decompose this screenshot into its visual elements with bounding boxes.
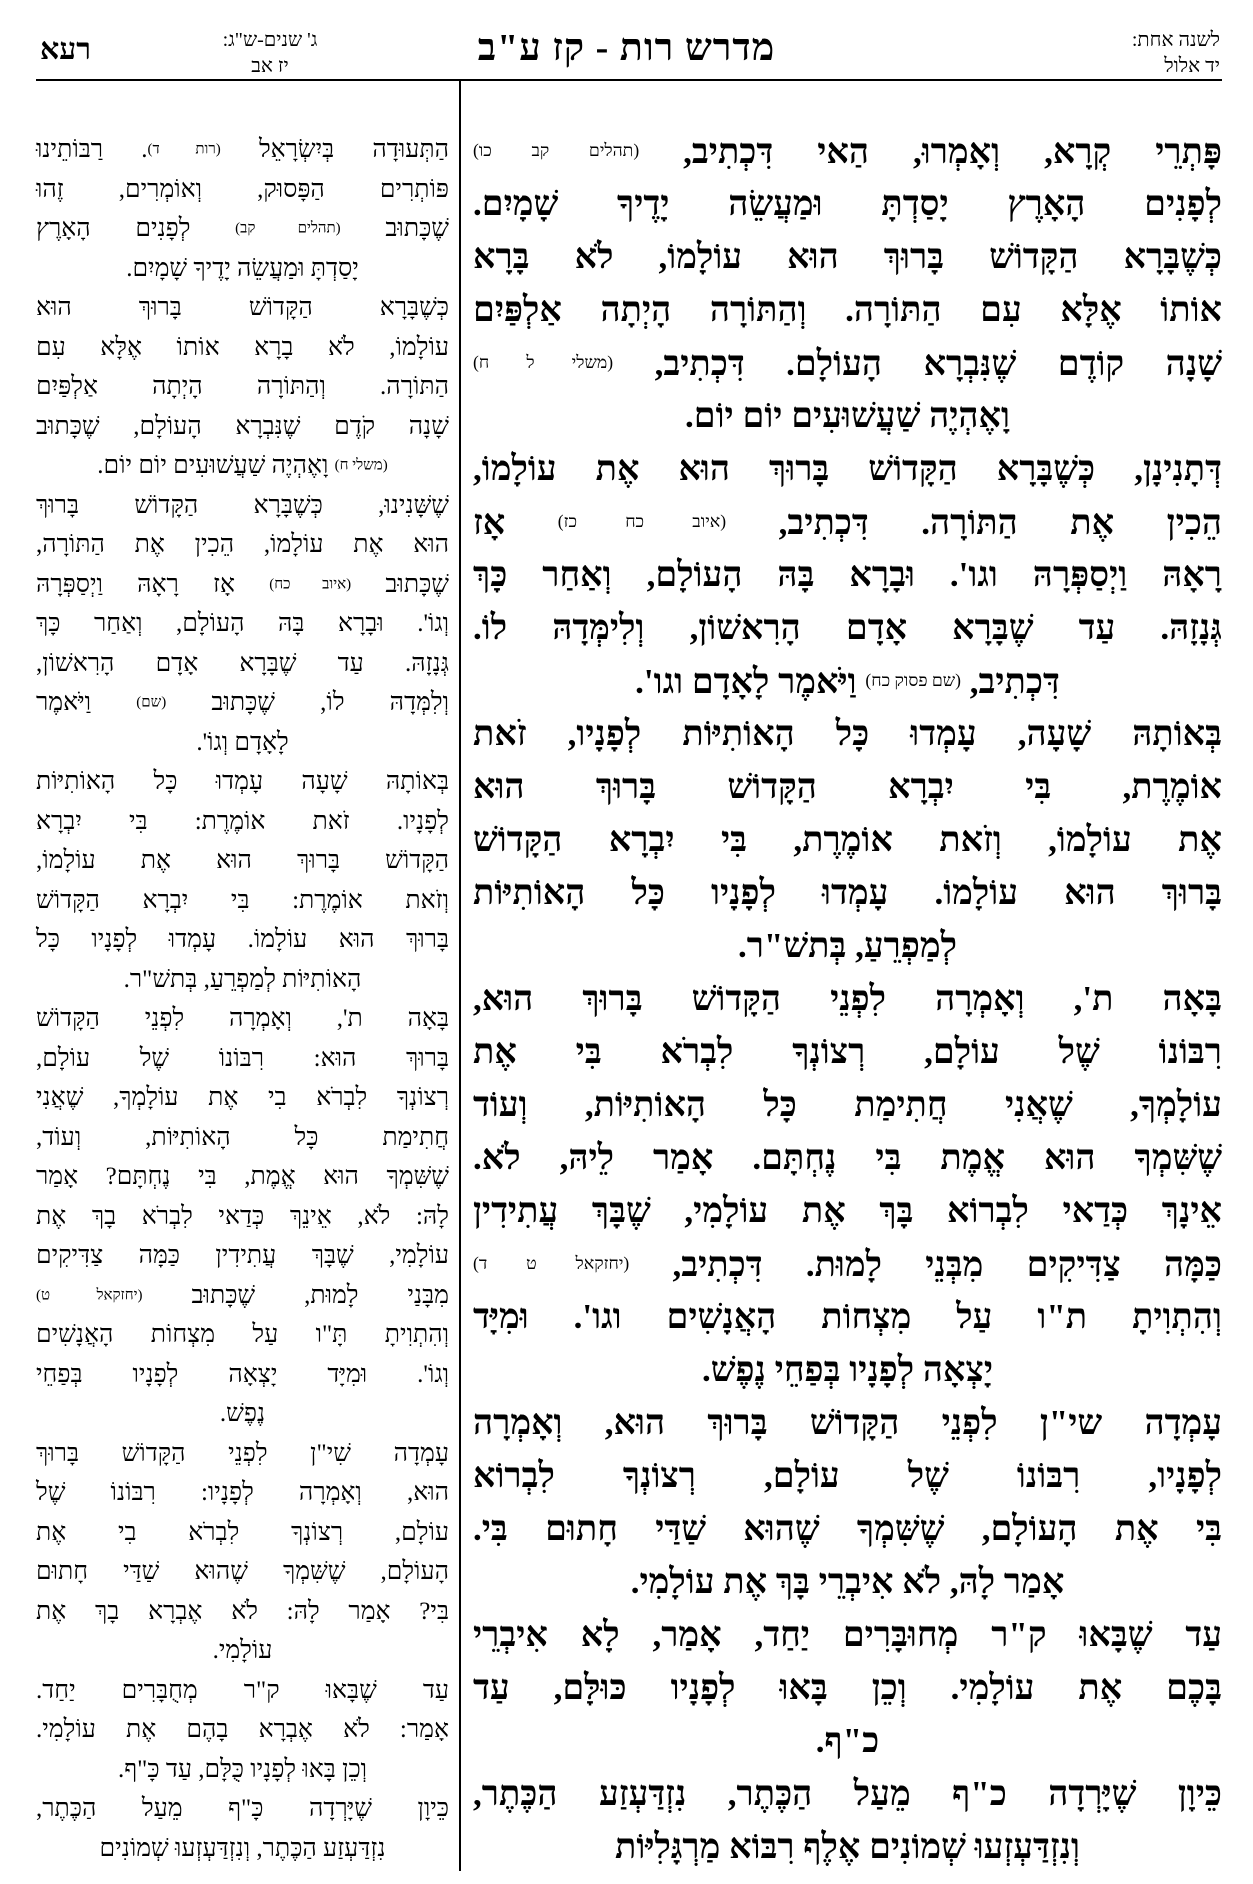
text-line bbox=[36, 1118, 449, 1158]
text-line bbox=[36, 1315, 449, 1355]
paragraph bbox=[473, 972, 1222, 1396]
text-run: שֶׁשִּׁמְךָ הוּא אֱמֶת בִּי נֶחְתָּם. אָמַר לֵיהּ, לֹא. bbox=[473, 1138, 1222, 1177]
text-run: אָז bbox=[473, 503, 558, 542]
text-line bbox=[36, 367, 449, 407]
commentary-column bbox=[36, 130, 449, 1868]
text-line bbox=[36, 1394, 449, 1434]
source-reference: (יחזקאל ט ד) bbox=[473, 1253, 630, 1273]
text-line bbox=[36, 920, 449, 960]
source-reference: (איוב כח כז) bbox=[557, 511, 727, 531]
text-run: אוֹתוֹ אֶלָּא עִם הַתּוֹרָה. וְהַתּוֹרָה הָיְתָה אַלְפַּיִם bbox=[473, 290, 1222, 329]
text-run: שָׁנָה קֹדֶם שֶׁנִּבְרָא הָעוֹלָם, שֶׁכָּתוּב bbox=[36, 412, 449, 440]
paragraph bbox=[473, 124, 1222, 442]
text-line bbox=[36, 1355, 449, 1395]
text-run: לָהּ: לֹא, אֵינֵךְ כְּדַאי לִבְרֹא בָךְ אֶת bbox=[36, 1202, 449, 1230]
text-run: בָּאָה ת', וְאָמְרָה לִפְנֵי הַקָּדוֹשׁ בָּרוּךְ הוּא, bbox=[473, 979, 1222, 1018]
text-line bbox=[473, 1131, 1222, 1184]
text-line bbox=[36, 841, 449, 881]
text-line bbox=[36, 407, 449, 447]
text-run: וְלִמְּדָהּ לוֹ, שֶׁכָּתוּב bbox=[166, 689, 449, 716]
text-line bbox=[36, 170, 449, 210]
text-line bbox=[473, 919, 1222, 972]
text-line bbox=[36, 960, 449, 1000]
text-run: כֵּיוָן שֶׁיָּרְדָה כ"ף מֵעַל הַכֶּתֶר, נִזְדַּעְזַע הַכֶּתֶר, bbox=[473, 1774, 1222, 1813]
text-run: רִבּוֹנוֹ שֶׁל עוֹלָם, רְצוֹנְךָ לִבְרֹא בִּי אֶת bbox=[473, 1032, 1222, 1071]
text-line bbox=[473, 124, 1222, 177]
text-run: הַתּוֹרָה. וְהַתּוֹרָה הָיְתָה אַלְפַּיִם bbox=[36, 373, 449, 400]
text-run: בָּרוּךְ הוּא: רִבּוֹנוֹ שֶׁל עוֹלָם, bbox=[36, 1044, 449, 1072]
text-line bbox=[473, 972, 1222, 1025]
page-title: מדרש רות - קז ע"ב bbox=[477, 27, 776, 69]
text-line bbox=[473, 1820, 1222, 1873]
text-line bbox=[473, 707, 1222, 760]
text-line bbox=[36, 446, 449, 486]
text-line bbox=[36, 1710, 449, 1750]
text-run: לְפָנִים הָאָרֶץ יָסַדְתָּ וּמַעֲשֵׂה יָדֶיךָ שָׁמָיִם. bbox=[473, 184, 1222, 223]
text-line bbox=[473, 495, 1222, 548]
text-run: וְגוֹ'. וּמִיָּד יָצְאָה לְפָנָיו בְּפַחֵי bbox=[36, 1360, 449, 1388]
text-run: וְהִתְוִיתָ תָּ"ו עַל מִצְחוֹת הָאֲנָשִׁים bbox=[36, 1321, 449, 1348]
text-run: הֵכִין אֶת הַתּוֹרָה. דִּכְתִיב, bbox=[726, 503, 1223, 542]
text-run: נֶפֶשׁ. bbox=[219, 1400, 266, 1427]
text-line bbox=[36, 1276, 449, 1316]
paragraph bbox=[36, 1789, 449, 1868]
text-line bbox=[473, 1714, 1222, 1767]
text-run: וְגוֹ'. וּבָרָא בָּהּ הָעוֹלָם, וְאַחַר כָּךְ bbox=[36, 610, 449, 637]
text-line bbox=[473, 866, 1222, 919]
text-line bbox=[36, 762, 449, 802]
text-line bbox=[36, 802, 449, 842]
text-line bbox=[36, 723, 449, 763]
text-line bbox=[473, 1661, 1222, 1714]
source-reference: (משלי ח) bbox=[334, 457, 388, 474]
text-run: וָאֶהְיֶה שַׁעֲשׁוּעִים יוֹם יוֹם. bbox=[97, 452, 335, 479]
text-run: אָז רָאָהּ וַיְסַפְּרָהּ bbox=[36, 570, 270, 598]
text-run: עוֹלָם, רְצוֹנְךָ לִבְרֹא בִי אֶת bbox=[36, 1518, 449, 1546]
text-run: בָּכֶם אֶת עוֹלָמִי. וְכֵן בָּאוּ לְפָנָיו כּוּלָּם, עַד bbox=[473, 1668, 1222, 1707]
text-line bbox=[36, 644, 449, 684]
text-run: לְפָנָיו. זֹאת אוֹמֶרֶת: בִּי יִבְרָא bbox=[36, 807, 449, 835]
text-run: לְפָנָיו, רִבּוֹנוֹ שֶׁל עוֹלָם, רְצוֹנְךָ לִבְרוֹא bbox=[473, 1456, 1222, 1495]
text-run: כְּשֶׁבָּרָא הַקָּדוֹשׁ בָּרוּךְ הוּא bbox=[36, 294, 449, 321]
text-line bbox=[36, 1236, 449, 1276]
text-run: פּוֹתְרִים הַפָּסוּק, וְאוֹמְרִים, זֶהוּ bbox=[36, 175, 449, 203]
text-line bbox=[36, 249, 449, 289]
text-run: עוֹלָמוֹ, לֹא בָרָא אוֹתוֹ אֶלָּא עִם bbox=[36, 333, 449, 361]
text-run: וְנִזְדַּעְזְעוּ שְׁמוֹנִים אֶלֶף רִבּוֹא מַרְגָּלִיּוֹת bbox=[615, 1827, 1080, 1866]
text-line bbox=[36, 1434, 449, 1474]
page-number: רעא bbox=[40, 33, 91, 66]
text-line bbox=[473, 230, 1222, 283]
text-run: כ"ף. bbox=[815, 1721, 880, 1760]
text-run: גְּנָזָהּ. עַד שֶׁבָּרָא אָדָם הָרִאשׁוֹן, וְלִימְּדָהּ לוֹ. bbox=[473, 608, 1222, 647]
text-line bbox=[473, 654, 1222, 707]
paragraph bbox=[473, 1396, 1222, 1608]
paragraph bbox=[36, 762, 449, 999]
text-line bbox=[36, 1592, 449, 1632]
text-line bbox=[473, 389, 1222, 442]
paragraph bbox=[473, 442, 1222, 707]
column-divider bbox=[459, 81, 461, 1871]
text-run: אָמַר לָהּ, לֹא אִיבְרֵי בָּךְ אֶת עוֹלָמִי. bbox=[630, 1562, 1065, 1601]
source-reference: (תהלים קב כו) bbox=[473, 140, 640, 160]
header-divider bbox=[36, 79, 1222, 81]
paragraph bbox=[36, 486, 449, 763]
text-line bbox=[473, 760, 1222, 813]
text-line bbox=[36, 1671, 449, 1711]
text-line bbox=[36, 1078, 449, 1118]
text-run: עוֹלָמִי. bbox=[212, 1637, 273, 1664]
text-run: בָּרוּךְ הוּא עוֹלָמוֹ. עָמְדוּ לְפָנָיו כָּל bbox=[36, 926, 449, 953]
text-run: עָמְדָה שי"ן לִפְנֵי הַקָּדוֹשׁ בָּרוּךְ הוּא, וְאָמְרָה bbox=[473, 1403, 1222, 1442]
text-line bbox=[36, 1513, 449, 1553]
text-run: כְּשֶׁבָּרָא הַקָּדוֹשׁ בָּרוּךְ הוּא עוֹלָמוֹ, לֹא בָּרָא bbox=[473, 237, 1222, 276]
text-run: יָצְאָה לְפָנָיו בְּפַחֵי נֶפֶשׁ. bbox=[701, 1350, 994, 1389]
text-run: לְמַפְרֵעַ, בְּתשׁ"ר. bbox=[737, 926, 958, 965]
text-run: הַתְּעוּדָה בְּיִשְׂרָאֵל bbox=[220, 136, 449, 163]
text-line bbox=[473, 1184, 1222, 1237]
text-line bbox=[473, 442, 1222, 495]
text-run: אֶת עוֹלָמוֹ, וְזֹאת אוֹמֶרֶת, בִּי יִבְרָא הַקָּדוֹשׁ bbox=[473, 820, 1222, 859]
source-reference: (איוב כח) bbox=[269, 575, 352, 592]
text-run: שֶׁשָּׁנִינוּ, כְּשֶׁבָּרָא הַקָּדוֹשׁ בָּרוּךְ bbox=[36, 491, 449, 519]
text-line bbox=[36, 881, 449, 921]
text-run: הָעוֹלָם, שֶׁשִּׁמְךָ שֶׁהוּא שַׁדַּי חָתוּם bbox=[36, 1558, 449, 1585]
text-line bbox=[473, 548, 1222, 601]
text-line bbox=[36, 288, 449, 328]
text-run: וַיֹּאמֶר bbox=[36, 689, 137, 716]
text-run: בְּאוֹתָהּ שָׁעָה עָמְדוּ כָּל הָאוֹתִיּוֹת bbox=[36, 768, 449, 795]
text-line bbox=[473, 1502, 1222, 1555]
text-run: וְכֵן בָּאוּ לְפָנָיו כֻּלָּם, עַד כָּ"ף. bbox=[117, 1755, 368, 1783]
text-run: שֶׁכָּתוּב bbox=[351, 570, 449, 598]
text-line bbox=[473, 1608, 1222, 1661]
text-line bbox=[36, 565, 449, 605]
text-line bbox=[36, 1829, 449, 1869]
text-run: כֵּיוָן שֶׁיָּרְדָה כָּ"ף מֵעַל הַכֶּתֶר, bbox=[36, 1795, 449, 1822]
text-run: חֲתִימַת כָּל הָאוֹתִיּוֹת, וְעוֹד, bbox=[36, 1123, 449, 1151]
text-run: אָמַר: לֹא אֶבְרָא בָהֶם אֶת עוֹלָמִי. bbox=[36, 1716, 449, 1743]
text-run: עָמְדָה שִׁי"ן לִפְנֵי הַקָּדוֹשׁ בָּרוּךְ bbox=[36, 1439, 449, 1467]
text-run: אֵינָךְ כְּדַאי לִבְרוֹא בָּךְ אֶת עוֹלָמִי, שֶׁבָּךְ עֲתִידִין bbox=[473, 1191, 1222, 1230]
text-run: גְּנָזָהּ. עַד שֶׁבָּרָא אָדָם הָרִאשׁוֹן, bbox=[36, 649, 449, 677]
text-line bbox=[473, 1237, 1222, 1290]
one-year-date: יד אלול bbox=[1164, 55, 1220, 77]
text-line bbox=[36, 604, 449, 644]
text-run: יָסַדְתָּ וּמַעֲשֵׂה יָדֶיךָ שָׁמָיִם. bbox=[126, 254, 359, 282]
paragraph bbox=[473, 1767, 1222, 1873]
paragraph bbox=[36, 1671, 449, 1790]
text-run: הַקָּדוֹשׁ בָּרוּךְ הוּא אֶת עוֹלָמוֹ, bbox=[36, 847, 449, 874]
text-run: הָאוֹתִיּוֹת לְמַפְרֵעַ, בְּתשׁ"ר. bbox=[123, 965, 362, 993]
source-reference: (רות ד) bbox=[147, 141, 221, 158]
text-run: דְּתָנִינָן, כְּשֶׁבָּרָא הַקָּדוֹשׁ בָּרוּךְ הוּא אֶת עוֹלָמוֹ, bbox=[473, 449, 1222, 488]
text-line bbox=[36, 1750, 449, 1790]
text-line bbox=[36, 1039, 449, 1079]
paragraph bbox=[36, 1434, 449, 1671]
text-line bbox=[473, 1290, 1222, 1343]
paragraph bbox=[473, 707, 1222, 972]
text-line bbox=[36, 525, 449, 565]
text-run: וַיֹּאמֶר לָאָדָם וגו'. bbox=[635, 662, 866, 701]
text-line bbox=[36, 1473, 449, 1513]
source-reference: (תהלים קב) bbox=[235, 220, 341, 237]
text-line bbox=[473, 1555, 1222, 1608]
text-run: . רַבּוֹתֵינוּ bbox=[36, 136, 148, 163]
text-run: הוּא, וְאָמְרָה לְפָנָיו: רִבּוֹנוֹ שֶׁל bbox=[36, 1479, 449, 1506]
text-line bbox=[36, 1197, 449, 1237]
text-line bbox=[473, 177, 1222, 230]
text-run: שֶׁשִּׁמְךָ הוּא אֱמֶת, בִּי נֶחְתָּם? אָמַר bbox=[36, 1163, 449, 1190]
text-line bbox=[473, 1078, 1222, 1131]
text-run: בָּאָה ת', וְאָמְרָה לִפְנֵי הַקָּדוֹשׁ bbox=[36, 1005, 449, 1032]
text-line bbox=[36, 209, 449, 249]
text-run: וְזֹאת אוֹמֶרֶת: בִּי יִבְרָא הַקָּדוֹשׁ bbox=[36, 886, 449, 914]
text-run: וְהִתְוִיתָ ת"ו עַל מִצְחוֹת הָאֲנָשִׁים וגו'. וּמִיָּד bbox=[473, 1297, 1222, 1336]
paragraph bbox=[36, 999, 449, 1434]
text-line bbox=[473, 1449, 1222, 1502]
text-run: שֶׁכָּתוּב bbox=[340, 215, 449, 242]
text-line bbox=[36, 328, 449, 368]
text-run: כַּמָּה צַדִּיקִים מִבְּנֵי לָמוּת. דִּכְתִיב, bbox=[629, 1245, 1222, 1284]
three-year-schedule bbox=[200, 27, 340, 79]
text-line bbox=[473, 1396, 1222, 1449]
text-run: רָאָהּ וַיְסַפְּרָהּ וגו'. וּבָרָא בָּהּ הָעוֹלָם, וְאַחַר כָּךְ bbox=[473, 555, 1222, 594]
text-run: פָּתְרֵי קְרָא, וְאָמְרוּ, הַאי דִּכְתִיב, bbox=[639, 132, 1222, 171]
text-run: עוֹלָמִי, שֶׁבָּךְ עֲתִידִין כַּמָּה צַדִּיקִים bbox=[36, 1242, 449, 1269]
source-reference: (משלי ל ח) bbox=[473, 352, 614, 372]
text-line bbox=[36, 1631, 449, 1671]
text-run: עַד שֶׁבָּאוּ ק"ר מְחֻבָּרִים יַחַד. bbox=[36, 1676, 449, 1704]
text-run: בִּי? אָמַר לָהּ: לֹא אֶבְרָא בָךְ אֶת bbox=[36, 1597, 449, 1625]
text-line bbox=[36, 1789, 449, 1829]
source-reference: (יחזקאל ט) bbox=[36, 1286, 143, 1303]
paragraph bbox=[473, 1608, 1222, 1767]
text-run: מִבָּנַי לָמוּת, שֶׁכָּתוּב bbox=[142, 1281, 449, 1309]
paragraph bbox=[36, 288, 449, 486]
text-run: לָאָדָם וְגוֹ'. bbox=[196, 728, 289, 756]
text-line bbox=[473, 336, 1222, 389]
source-reference: (שם פסוק כח) bbox=[865, 670, 961, 690]
text-line bbox=[36, 999, 449, 1039]
three-year-label: ג' שנים-ש"ג: bbox=[222, 29, 318, 51]
three-year-date: יז אב bbox=[251, 55, 289, 77]
text-line bbox=[36, 130, 449, 170]
text-run: עַד שֶׁבָּאוּ ק"ר מְחוּבָּרִים יַחַד, אָמַר, לָא אִיבְרֵי bbox=[473, 1615, 1222, 1654]
text-run: בְּאוֹתָהּ שָׁעָה, עָמְדוּ כָּל הָאוֹתִיּוֹת לְפָנָיו, זֹאת bbox=[473, 714, 1222, 753]
text-run: דִּכְתִיב, bbox=[961, 662, 1060, 701]
main-text-column bbox=[473, 124, 1222, 1873]
text-line bbox=[36, 1552, 449, 1592]
text-run: עוֹלָמְךָ, שֶׁאֲנִי חֲתִימַת כָּל הָאוֹתִיּוֹת, וְעוֹד bbox=[473, 1085, 1222, 1124]
text-line bbox=[473, 283, 1222, 336]
text-run: לְפָנִים הָאָרֶץ bbox=[36, 215, 236, 242]
text-line bbox=[36, 683, 449, 723]
text-line bbox=[473, 813, 1222, 866]
text-run: בִּי אֶת הָעוֹלָם, שֶׁשִּׁמְךָ שֶׁהוּא שַׁדַּי חָתוּם בִּי. bbox=[473, 1509, 1222, 1548]
text-run: רְצוֹנְךָ לִבְרֹא בִי אֶת עוֹלָמְךָ, שֶׁאֲנִי bbox=[36, 1084, 449, 1111]
text-line bbox=[473, 601, 1222, 654]
text-run: שָׁנָה קוֹדֶם שֶׁנִּבְרָא הָעוֹלָם. דִּכְתִיב, bbox=[613, 344, 1222, 383]
text-line bbox=[36, 1157, 449, 1197]
text-line bbox=[473, 1025, 1222, 1078]
one-year-label: לשנה אחת: bbox=[1131, 29, 1220, 51]
text-run: נִזְדַּעְזַע הַכֶּתֶר, וְנִזְדַּעְזְעוּ שְׁמוֹנִים bbox=[99, 1834, 386, 1862]
text-run: בָּרוּךְ הוּא עוֹלָמוֹ. עָמְדוּ לְפָנָיו כָּל הָאוֹתִיּוֹת bbox=[473, 873, 1222, 912]
text-run: וָאֶהְיֶה שַׁעֲשׁוּעִים יוֹם יוֹם. bbox=[685, 396, 1010, 435]
source-reference: (שם) bbox=[136, 694, 167, 711]
text-line bbox=[473, 1343, 1222, 1396]
text-line bbox=[36, 486, 449, 526]
text-run: הוּא אֶת עוֹלָמוֹ, הֵכִין אֶת הַתּוֹרָה, bbox=[36, 531, 449, 558]
text-run: אוֹמֶרֶת, בִּי יִבְרָא הַקָּדוֹשׁ בָּרוּךְ הוּא bbox=[473, 767, 1222, 806]
paragraph bbox=[36, 130, 449, 288]
text-line bbox=[473, 1767, 1222, 1820]
